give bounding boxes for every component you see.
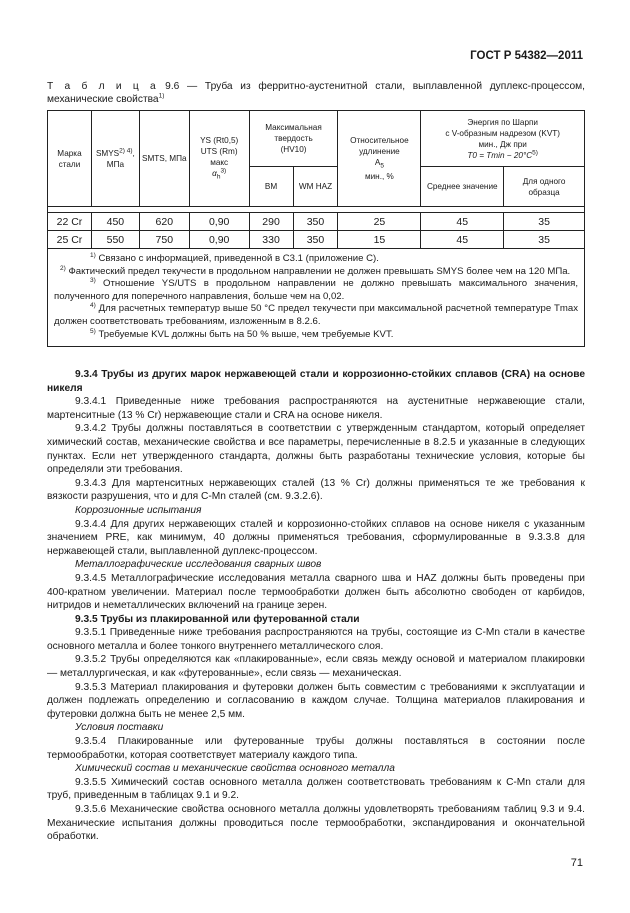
footnote: $^{3)}$ Отношение YS/UTS в продольном направлении не должно превышать максимального значения, полученного для поперечного направления, больше чем на 0,02.: [54, 277, 578, 302]
header-ys-uts: YS (Rt0,5) UTS (Rm) макс $\alpha_h^{3)}$: [189, 111, 249, 207]
subheading: Металлографические исследования сварных швов: [75, 559, 322, 571]
table-footnotes: [48, 249, 585, 347]
footnote: $^{4)}$ Для расчетных температур выше 50 °С предел текучести при максимальной расчетной температуре Tmax должен соответствовать требованиям, изложенным в 8.2.6.: [54, 302, 578, 327]
table-caption-text: 9.6 — Труба из ферритно-аустенитной стали, выплавленной дуплекс-процессом, механические свойства: [47, 81, 585, 105]
paragraph: 9.3.4.3 Для мартенситных нержавеющих сталей (13 % Cr) должны применяться те же требования к вязкости разрушения, что и для C-Mn сталей (см. 9.3.2.6).: [47, 477, 585, 503]
footnote: $^{5)}$ Требуемые KVL должны быть на 50 % выше, чем требуемые KVT.: [90, 327, 394, 340]
section-heading: 9.3.4 Трубы из других марок нержавеющей стали и коррозионно-стойких сплавов (CRA) на основе никеля: [47, 369, 585, 394]
paragraph: 9.3.5.1 Приведенные ниже требования распространяются на трубы, состоящие из C-Mn стали в качестве основного металла и более тонкого внутреннего металлического слоя.: [47, 627, 585, 652]
table-caption: [47, 80, 585, 106]
paragraph: 9.3.5.6 Механические свойства основного металла должны удовлетворять требованиям таблиц 9.3 и 9.4. Механические испытания должны проводиться после термообработки, экспандирования и окончательной обработки.: [47, 804, 585, 843]
table-row: 25 Cr 550 750 0,90 330 350 15 45 35: [48, 231, 585, 249]
paragraph: 9.3.4.1 Приведенные ниже требования распространяются на аустенитные нержавеющие стали, мартенситные (13 % Cr) нержавеющие стали и CRA на основе никеля.: [47, 396, 585, 421]
header-hardness: Максимальная твердость (HV10): [249, 111, 338, 167]
footnote: $^{1)}$ Связано с информацией, приведенной в C3.1 (приложение С).: [90, 251, 379, 264]
header-single-specimen: Для одного образца: [504, 167, 585, 207]
paragraph: 9.3.5.3 Материал плакирования и футеровки должен быть совместим с требованиями к эксплуатации и должен подлежать определению и согласованию в каждом случае. Толщина материалов плакирования и футеровки должна быть не менее 2,5 мм.: [47, 681, 585, 720]
section-heading: 9.3.5 Трубы из плакированной или футерованной стали: [75, 613, 360, 625]
document-body: [47, 368, 585, 844]
footnote: $^{2)}$ Фактический предел текучести в продольном направлении не должен превышать SMYS более чем на 120 МПа.: [60, 264, 571, 277]
table-caption-footnote-ref: 1): [158, 92, 165, 100]
subheading: Условия поставки: [75, 722, 164, 734]
header-charpy-energy: Энергия по Шарпи с V-образным надрезом (KVT) мин., Дж при $T0 = Tmin - 20^\circ C^{5)}$: [421, 111, 585, 167]
paragraph: 9.3.5.5 Химический состав основного металла должен соответствовать требованиям к C-Mn стали для труб, приведенным в таблицах 9.1 и 9.2.: [47, 776, 585, 802]
subheading: Химический состав и механические свойства основного металла: [75, 763, 395, 775]
header-wm-haz: WM HAZ: [293, 167, 338, 207]
paragraph: 9.3.4.4 Для других нержавеющих сталей и коррозионно-стойких сплавов на основе никеля с указанным значением PRE, как минимум, 40 должны применяться требования, сформулированные в 9.3.3.8 для нержавеющей стали, выплавленной дуплекс-процессом.: [47, 518, 585, 557]
document-standard-header: ГОСТ Р 54382—2011: [470, 50, 583, 62]
header-grade: Марка стали: [48, 111, 92, 207]
header-smts: SMTS, МПа: [139, 111, 189, 207]
mechanical-properties-table: [47, 110, 585, 347]
paragraph: 9.3.5.2 Трубы определяются как «плакированные», если связь между основой и материалом плакировки — металлургическая, и как «футерованные», если связь — механическая.: [47, 654, 585, 680]
paragraph: 9.3.4.2 Трубы должны поставляться в соответствии с утвержденным стандартом, который определяет химический состав, механические свойства и все параметры, перечисленные в 8.2.5 и указанные в следующих пунктах. Если нет утвержденного стандарта, должны быть разработаны технические условия, которые бы определяли эти требования.: [47, 423, 585, 476]
table-caption-label: Т а б л и ц а: [47, 81, 158, 92]
paragraph: 9.3.4.5 Металлографические исследования металла сварного шва и HAZ должны быть проведены при 400-кратном увеличении. Материал после термообработки должен быть абсолютно свободен от карбидов, нитридов и неметаллических включений на границе зерен.: [47, 572, 585, 612]
table-row: 22 Cr 450 620 0,90 290 350 25 45 35: [48, 213, 585, 231]
subheading: Коррозионные испытания: [75, 504, 202, 516]
header-elongation: Относительное удлинение $A_5$ мин., %: [338, 111, 421, 207]
header-smys: $SMYS^{2) 4)}$, МПа: [91, 111, 139, 207]
paragraph: 9.3.5.4 Плакированные или футерованные трубы должны поставляться в состоянии после термообработки, которая соответствует материалу каждого типа.: [47, 736, 585, 761]
header-average: Среднее значение: [421, 167, 504, 207]
page-number: 71: [570, 857, 583, 869]
header-bm: BM: [249, 167, 293, 207]
